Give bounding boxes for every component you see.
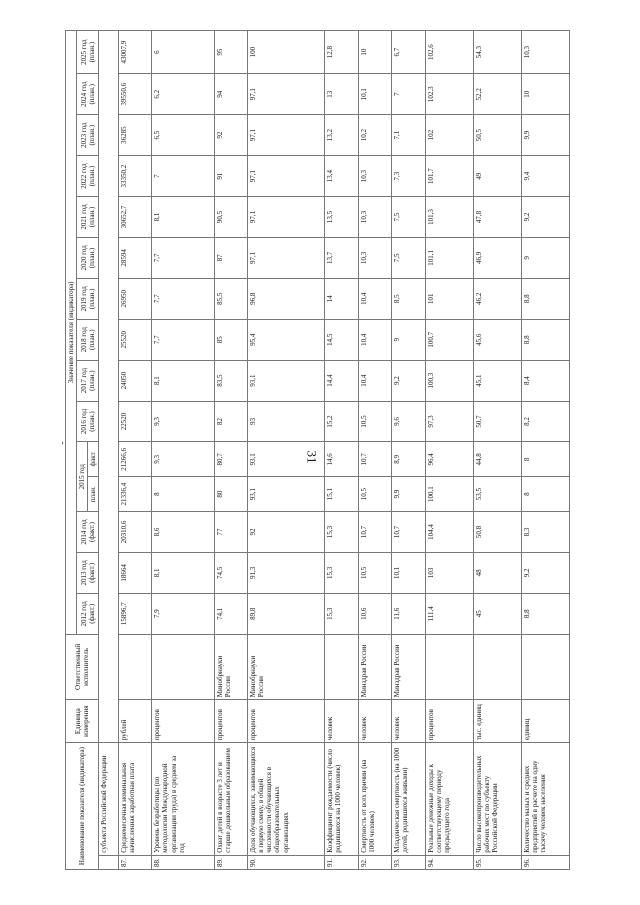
value-cell: 7,5: [392, 197, 426, 238]
value-cell: 45: [473, 593, 521, 634]
value-cell: 7,5: [392, 237, 426, 278]
value-cell: 8,1: [152, 552, 214, 593]
year-header: 2020 год (план.): [77, 237, 99, 278]
year-subheader: факт: [88, 442, 99, 477]
year-header: 2016 год (план.): [77, 401, 99, 442]
value-cell: 80,7: [214, 442, 248, 477]
value-cell: 10,1: [358, 74, 392, 115]
value-cell: 7,7: [152, 237, 214, 278]
year-subheader: план.: [88, 477, 99, 512]
value-cell: 46,2: [473, 278, 521, 319]
value-cell: 100,1: [426, 477, 474, 512]
value-cell: 7,7: [152, 278, 214, 319]
value-cell: 15,3: [324, 552, 358, 593]
value-cell: 10,3: [521, 31, 569, 74]
unit-cell: человек: [392, 700, 426, 743]
value-cell: 102: [426, 115, 474, 156]
responsible-cell: [118, 634, 152, 699]
responsible-cell: Минобрнауки России: [214, 634, 248, 699]
value-cell: 94: [214, 74, 248, 115]
value-cell: 9,9: [521, 115, 569, 156]
value-cell: 89,8: [248, 593, 324, 634]
value-cell: 7: [392, 74, 426, 115]
value-cell: 10,7: [358, 442, 392, 477]
value-cell: 43007,9: [118, 31, 152, 74]
value-cell: 9,3: [152, 442, 214, 477]
page-number: 31: [304, 450, 320, 464]
value-cell: 30652,7: [118, 197, 152, 238]
value-cell: 95,4: [248, 319, 324, 360]
value-cell: 8,9: [392, 442, 426, 477]
value-cell: 82: [214, 401, 248, 442]
indicator-name: Доля обучающихся, занимающихся в первую смену, в общей численности обучающихся в общеобразовательных организациях: [248, 743, 324, 856]
value-cell: 50,7: [473, 401, 521, 442]
value-cell: 100,7: [426, 319, 474, 360]
value-cell: 20310,6: [118, 512, 152, 553]
header-unit: Единица измерения: [66, 700, 99, 743]
value-cell: 10,1: [392, 552, 426, 593]
year-header: 2021 год (план.): [77, 197, 99, 238]
value-cell: 45,6: [473, 319, 521, 360]
indicator-name: Младенческая смертность (на 1000 детей, родившихся живыми): [392, 743, 426, 856]
continuation-text: субъекта Российской Федерации: [99, 743, 119, 856]
value-cell: 100: [248, 31, 324, 74]
value-cell: 6,5: [152, 115, 214, 156]
value-cell: 102,3: [426, 74, 474, 115]
value-cell: 9,3: [152, 401, 214, 442]
value-cell: 21336,4: [118, 477, 152, 512]
value-cell: 50,8: [473, 512, 521, 553]
indicator-name: Охват детей в возрасте 3 лет и старше дошкольным образованием: [214, 743, 248, 856]
value-cell: 101,7: [426, 156, 474, 197]
value-cell: 97,3: [426, 401, 474, 442]
value-cell: 13,7: [324, 237, 358, 278]
value-cell: 18664: [118, 552, 152, 593]
table-row: [392, 31, 426, 870]
value-cell: 13: [324, 74, 358, 115]
value-cell: 83,5: [214, 360, 248, 401]
value-cell: 9,2: [392, 360, 426, 401]
row-number: 92.: [358, 855, 392, 869]
year-header: 2024 год (план.): [77, 74, 99, 115]
row-number: 94.: [426, 855, 474, 869]
indicator-name: Количество малых и средних предприятий в расчете на одну тысячу человек населения: [521, 743, 569, 856]
value-cell: 92: [248, 512, 324, 553]
value-cell: 8,3: [521, 512, 569, 553]
value-cell: 8,4: [521, 360, 569, 401]
value-cell: 9,2: [521, 552, 569, 593]
value-cell: 97,1: [248, 197, 324, 238]
value-cell: 77: [214, 512, 248, 553]
value-cell: 9,9: [392, 477, 426, 512]
value-cell: 28594: [118, 237, 152, 278]
table-row: [324, 31, 358, 870]
value-cell: 10: [521, 74, 569, 115]
value-cell: 8,8: [521, 593, 569, 634]
indicator-table: [65, 30, 570, 870]
value-cell: 8,6: [152, 512, 214, 553]
value-cell: 8: [152, 477, 214, 512]
value-cell: 10,3: [358, 237, 392, 278]
unit-cell: рублей: [118, 700, 152, 743]
value-cell: 9,4: [521, 156, 569, 197]
value-cell: 74,1: [214, 593, 248, 634]
value-cell: 102,6: [426, 31, 474, 74]
value-cell: 6: [152, 31, 214, 74]
value-cell: 10: [358, 31, 392, 74]
value-cell: 52,2: [473, 74, 521, 115]
value-cell: 8,8: [521, 278, 569, 319]
value-cell: 97,1: [248, 115, 324, 156]
table-row: [214, 31, 248, 870]
value-cell: 25520: [118, 319, 152, 360]
value-cell: 103: [426, 552, 474, 593]
value-cell: 80: [214, 477, 248, 512]
value-cell: 9,2: [521, 197, 569, 238]
table-row: [248, 31, 324, 870]
value-cell: 7,7: [152, 319, 214, 360]
value-cell: 53,5: [473, 477, 521, 512]
unit-cell: тыс. единиц: [473, 700, 521, 743]
value-cell: 101,3: [426, 197, 474, 238]
value-cell: 47,8: [473, 197, 521, 238]
value-cell: 10,5: [358, 552, 392, 593]
year-header: 2017 год (план.): [77, 360, 99, 401]
value-cell: 22520: [118, 401, 152, 442]
unit-cell: единиц: [521, 700, 569, 743]
value-cell: 10,4: [358, 360, 392, 401]
value-cell: 10,3: [358, 197, 392, 238]
value-cell: 93: [248, 401, 324, 442]
value-cell: 87: [214, 237, 248, 278]
year-header: 2018 год (план.): [77, 319, 99, 360]
indicator-name: Уровень безработицы (по методологии Международной организации труда) в среднем за год: [152, 743, 214, 856]
value-cell: 15,1: [324, 477, 358, 512]
value-cell: 13,5: [324, 197, 358, 238]
row-number: 91.: [324, 855, 358, 869]
indicator-name: Число высокопроизводительных рабочих мест по субъекту Российской Федерации: [473, 743, 521, 856]
value-cell: 45,1: [473, 360, 521, 401]
table-row: [426, 31, 474, 870]
unit-cell: процентов: [248, 700, 324, 743]
value-cell: 96,8: [248, 278, 324, 319]
value-cell: 14,6: [324, 442, 358, 477]
value-cell: 9,6: [392, 401, 426, 442]
value-cell: 8: [521, 477, 569, 512]
value-cell: 10,4: [358, 319, 392, 360]
unit-cell: человек: [358, 700, 392, 743]
responsible-cell: [473, 634, 521, 699]
indicator-name: Среднемесячная номинальная начисленная заработная плата: [118, 743, 152, 856]
value-cell: 93,1: [248, 360, 324, 401]
table-row: [152, 31, 214, 870]
indicator-name: Смертность от всех причин (на 1000 человек): [358, 743, 392, 856]
header-responsible: Ответственный исполнитель: [66, 634, 99, 699]
value-cell: 10,7: [392, 512, 426, 553]
year-header: 2013 год (факт.): [77, 552, 99, 593]
header-name: Наименование показателя (индикатора): [66, 743, 99, 870]
value-cell: 15,3: [324, 593, 358, 634]
value-cell: 24050: [118, 360, 152, 401]
value-cell: 7,3: [392, 156, 426, 197]
responsible-cell: [324, 634, 358, 699]
responsible-cell: Минздрав России: [358, 634, 392, 699]
responsible-cell: [426, 634, 474, 699]
value-cell: 44,8: [473, 442, 521, 477]
year-header: 2015 год: [77, 442, 88, 512]
value-cell: 8,8: [521, 319, 569, 360]
indicator-name: Коэффициент рождаемости (число родившихся на 1000 человек): [324, 743, 358, 856]
value-cell: 46,9: [473, 237, 521, 278]
row-number: 90.: [248, 855, 324, 869]
value-cell: 8,1: [152, 197, 214, 238]
value-cell: 104,4: [426, 512, 474, 553]
value-cell: 48: [473, 552, 521, 593]
row-number: 96.: [521, 855, 569, 869]
responsible-cell: [152, 634, 214, 699]
value-cell: 11,6: [392, 593, 426, 634]
value-cell: 91: [214, 156, 248, 197]
value-cell: 96,4: [426, 442, 474, 477]
year-header: 2023 год (план.): [77, 115, 99, 156]
value-cell: 14,5: [324, 319, 358, 360]
value-cell: 36285: [118, 115, 152, 156]
value-cell: 93,1: [248, 477, 324, 512]
value-cell: 15,3: [324, 512, 358, 553]
value-cell: 7,9: [152, 593, 214, 634]
value-cell: 100,3: [426, 360, 474, 401]
value-cell: 6,2: [152, 74, 214, 115]
table-row: [358, 31, 392, 870]
unit-cell: человек: [324, 700, 358, 743]
value-cell: 39550,6: [118, 74, 152, 115]
value-cell: 50,5: [473, 115, 521, 156]
row-number: 95.: [473, 855, 521, 869]
value-cell: 8,2: [521, 401, 569, 442]
value-cell: 8,1: [152, 360, 214, 401]
value-cell: 49: [473, 156, 521, 197]
value-cell: 9: [392, 319, 426, 360]
responsible-cell: [521, 634, 569, 699]
indicator-name: Реальные денежные доходы к соответствующему периоду предыдущего года: [426, 743, 474, 856]
row-number: 89.: [214, 855, 248, 869]
unit-cell: процентов: [426, 700, 474, 743]
value-cell: 90,5: [214, 197, 248, 238]
margin-dash: -: [58, 441, 69, 445]
value-cell: 14: [324, 278, 358, 319]
value-cell: 85,5: [214, 278, 248, 319]
value-cell: 8,5: [392, 278, 426, 319]
value-cell: 26950: [118, 278, 152, 319]
value-cell: 101,1: [426, 237, 474, 278]
row-number: 87.: [118, 855, 152, 869]
value-cell: 10,7: [358, 512, 392, 553]
value-cell: 6,7: [392, 31, 426, 74]
row-number: 88.: [152, 855, 214, 869]
value-cell: 13,4: [324, 156, 358, 197]
value-cell: 101: [426, 278, 474, 319]
year-header: 2019 год (план.): [77, 278, 99, 319]
value-cell: 91,3: [248, 552, 324, 593]
value-cell: 10,5: [358, 401, 392, 442]
value-cell: 33350,2: [118, 156, 152, 197]
value-cell: 10,4: [358, 278, 392, 319]
value-cell: 7,1: [392, 115, 426, 156]
responsible-cell: Минобрнауки России: [248, 634, 324, 699]
value-cell: 10,2: [358, 115, 392, 156]
value-cell: 13,2: [324, 115, 358, 156]
value-cell: 54,3: [473, 31, 521, 74]
value-cell: 92: [214, 115, 248, 156]
unit-cell: процентов: [152, 700, 214, 743]
value-cell: 74,5: [214, 552, 248, 593]
value-cell: 12,8: [324, 31, 358, 74]
table-row: [118, 31, 152, 870]
responsible-cell: Минздрав России: [392, 634, 426, 699]
value-cell: 95: [214, 31, 248, 74]
table-row: [521, 31, 569, 870]
year-header: 2014 год (факт.): [77, 512, 99, 553]
value-cell: 111,4: [426, 593, 474, 634]
row-number: 93.: [392, 855, 426, 869]
value-cell: 10,6: [358, 593, 392, 634]
year-header: 2012 год (факт.): [77, 593, 99, 634]
value-cell: 93,1: [248, 442, 324, 477]
value-cell: 85: [214, 319, 248, 360]
value-cell: 10,5: [358, 477, 392, 512]
value-cell: 10,3: [358, 156, 392, 197]
value-cell: 15,2: [324, 401, 358, 442]
value-cell: 9: [521, 237, 569, 278]
value-cell: 21266,6: [118, 442, 152, 477]
header-values-group: Значение показателя (индикатора): [66, 31, 77, 635]
value-cell: 97,1: [248, 237, 324, 278]
table-row: [473, 31, 521, 870]
value-cell: 97,1: [248, 74, 324, 115]
year-header: 2022 год (план.): [77, 156, 99, 197]
value-cell: 97,1: [248, 156, 324, 197]
rotated-table-wrapper: [65, 30, 570, 870]
year-header: 2025 год (план.): [77, 31, 99, 74]
unit-cell: процентов: [214, 700, 248, 743]
value-cell: 7: [152, 156, 214, 197]
value-cell: 8: [521, 442, 569, 477]
value-cell: 14,4: [324, 360, 358, 401]
value-cell: 15896,7: [118, 593, 152, 634]
